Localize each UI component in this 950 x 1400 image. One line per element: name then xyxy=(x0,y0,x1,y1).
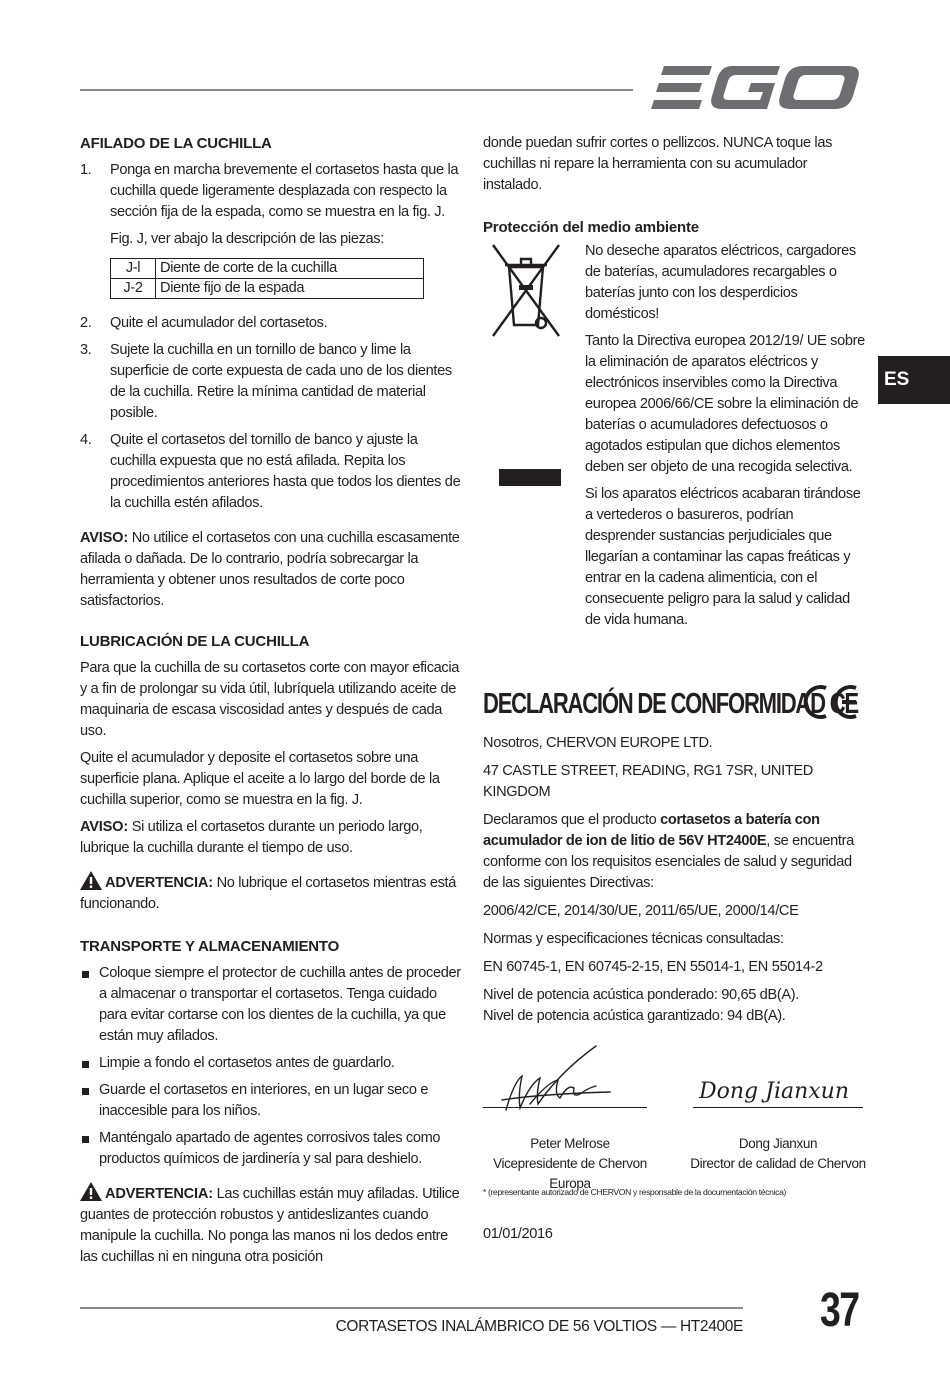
aviso-label: AVISO: xyxy=(80,530,128,546)
footer-title: CORTASETOS INALÁMBRICO DE 56 VOLTIOS — HT2400E xyxy=(335,1318,743,1335)
signature-handwriting: Dong Jianxun xyxy=(699,1079,850,1104)
part-desc: Diente de corte de la cuchilla xyxy=(156,259,424,279)
environment-paragraph: No deseche aparatos eléctricos, cargadores de baterías, acumuladores recargables o baterías junto con los desperdicios domésticos! xyxy=(585,243,856,322)
crossed-bin-icon xyxy=(491,243,561,338)
environment-paragraph: Tanto la Directiva europea 2012/19/ UE sobre la eliminación de aparatos eléctricos y electrónicos inservibles como la Directiva europea 2006/66/CE sobre la eliminación de baterías o acumuladores defectuosos o agotados estipulan que dichos elementos deben ser objeto de una recogida selectiva. xyxy=(585,333,865,475)
continuation-paragraph: donde puedan sufrir cortes o pellizcos. NUNCA toque las cuchillas ni repare la herramienta con su acumulador instalado. xyxy=(483,135,833,193)
fig-note xyxy=(80,229,462,250)
parts-table xyxy=(110,258,424,299)
left-column xyxy=(80,133,462,1274)
list-text: Quite el acumulador del cortasetos. xyxy=(110,315,328,331)
declaration-product xyxy=(483,810,868,894)
table-row xyxy=(111,279,424,299)
list-text: Manténgalo apartado de agentes corrosivos tales como productos químicos de jardinería y sal para deshielo. xyxy=(99,1130,441,1167)
part-code: J-l xyxy=(111,259,156,279)
signature-peter-melrose xyxy=(500,1042,615,1112)
section-title-environment: Protección del medio ambiente xyxy=(483,219,699,236)
list-item xyxy=(80,430,462,514)
footer-rule xyxy=(80,1307,743,1309)
list-text: Coloque siempre el protector de cuchilla antes de proceder a almacenar o transportar el cortasetos. Tenga cuidado para evitar cortarse con los dientes de la cuchilla, ya que están muy afilados. xyxy=(99,965,461,1044)
declaration-title: DECLARACIÓN DE CONFORMIDAD CE xyxy=(483,688,858,720)
language-tab: ES xyxy=(878,356,950,404)
declaration-standards-label: Normas y especificaciones técnicas consultadas: xyxy=(483,931,784,947)
bullet-icon xyxy=(82,971,89,978)
footnote: * (representante autorizado de CHERVON y responsable de la documentación técnica) xyxy=(483,1187,787,1197)
part-code: J-2 xyxy=(111,279,156,299)
bullet-icon xyxy=(82,1136,89,1143)
ego-logo xyxy=(650,64,862,112)
list-number: 1. xyxy=(80,162,92,178)
lubrication-paragraph: Para que la cuchilla de su cortasetos corte con mayor eficacia y a fin de prolongar su vida útil, lubríquela utilizando aceite de maquinaria de escasa viscosidad antes y después de cada uso. xyxy=(80,660,460,739)
list-number: 2. xyxy=(80,315,92,331)
list-number: 3. xyxy=(80,342,92,358)
aviso-text: Si utiliza el cortasetos durante un periodo largo, lubrique la cuchilla durante el tiempo de uso. xyxy=(80,819,423,856)
page-number: 37 xyxy=(820,1284,859,1337)
warning-blades xyxy=(80,1182,462,1268)
signer-name: Peter Melrose xyxy=(530,1136,610,1151)
environment-text xyxy=(585,241,867,637)
environment-paragraph: Si los aparatos eléctricos acabaran tirándose a vertederos o basureros, podrían desprender sustancias perjudiciales que llegarían a contaminar las capas freáticas y entrar en la cadena alimenticia, con el consecuente peligro para la salud y calidad de vida humana. xyxy=(585,486,861,628)
product-pre: Declaramos que el producto xyxy=(483,812,661,828)
advertencia-text: No lubrique el cortasetos mientras está funcionando. xyxy=(80,875,457,912)
list-item xyxy=(80,313,462,334)
part-desc: Diente fijo de la espada xyxy=(156,279,424,299)
list-text: Ponga en marcha brevemente el cortasetos hasta que la cuchilla quede ligeramente desplazada con respecto la sección fija de la espada, como se muestra en la fig. J. xyxy=(110,162,459,220)
list-item xyxy=(80,963,462,1047)
warning-triangle-icon xyxy=(80,1182,102,1201)
declaration-directives: 2006/42/CE, 2014/30/UE, 2011/65/UE, 2000/14/CE xyxy=(483,903,799,919)
list-text: Guarde el cortasetos en interiores, en un lugar seco e inaccesible para los niños. xyxy=(99,1082,429,1119)
signer-2 xyxy=(690,1134,866,1174)
declaration-body xyxy=(483,733,868,1034)
aviso-label: AVISO: xyxy=(80,819,128,835)
weee-bar xyxy=(499,469,561,486)
declaration-address: 47 CASTLE STREET, READING, RG1 7SR, UNITED KINGDOM xyxy=(483,763,813,800)
aviso-sharpening xyxy=(80,528,462,612)
signer-title: Vicepresidente de Chervon Europa xyxy=(493,1156,647,1191)
list-item xyxy=(80,160,462,223)
warning-triangle-icon xyxy=(80,871,102,890)
product-name: cortasetos a batería con acumulador de ion de litio de 56V HT2400E xyxy=(483,812,820,849)
signature-line xyxy=(693,1107,863,1108)
section-title-transporte: TRANSPORTE Y ALMACENAMIENTO xyxy=(80,938,340,955)
list-number: 4. xyxy=(80,432,92,448)
noise-guaranteed: Nivel de potencia acústica garantizado: 94 dB(A). xyxy=(483,1008,786,1024)
declaration-standards: EN 60745-1, EN 60745-2-15, EN 55014-1, EN 55014-2 xyxy=(483,959,823,975)
aviso-lubrication xyxy=(80,817,462,859)
product-post: , se encuentra conforme con los requisitos esenciales de salud y seguridad de las siguientes Directivas: xyxy=(483,833,854,891)
noise-weighted: Nivel de potencia acústica ponderado: 90,65 dB(A). xyxy=(483,987,799,1003)
declaration-company: Nosotros, CHERVON EUROPE LTD. xyxy=(483,735,713,751)
declaration-date: 01/01/2016 xyxy=(483,1226,553,1242)
environment-block xyxy=(483,241,866,651)
advertencia-label: ADVERTENCIA: xyxy=(105,1186,213,1202)
signer-name: Dong Jianxun xyxy=(738,1136,818,1151)
fig-note-text: Fig. J, ver abajo la descripción de las piezas: xyxy=(110,231,384,247)
list-item xyxy=(80,340,462,424)
warning-lubrication xyxy=(80,871,462,915)
section-title-afilado: AFILADO DE LA CUCHILLA xyxy=(80,135,272,152)
lubrication-paragraph: Quite el acumulador y deposite el cortasetos sobre una superficie plana. Aplique el aceite a lo largo del borde de la cuchilla superior, como se muestra en la fig. J. xyxy=(80,750,440,808)
list-item xyxy=(80,1080,462,1122)
section-title-lubricacion: LUBRICACIÓN DE LA CUCHILLA xyxy=(80,633,310,650)
bullet-icon xyxy=(82,1061,89,1068)
list-text: Sujete la cuchilla en un tornillo de banco y lime la superficie de corte expuesta de cada uno de los dientes de la cuchilla. Retire la mínima cantidad de material posible. xyxy=(110,342,452,421)
ce-mark-icon xyxy=(800,682,860,722)
signature-line xyxy=(483,1107,647,1108)
table-row xyxy=(111,259,424,279)
list-text: Limpie a fondo el cortasetos antes de guardarlo. xyxy=(99,1055,395,1071)
bullet-icon xyxy=(82,1088,89,1095)
list-item xyxy=(80,1128,462,1170)
advertencia-label: ADVERTENCIA: xyxy=(105,875,213,891)
header-rule xyxy=(80,89,633,91)
aviso-text: No utilice el cortasetos con una cuchilla escasamente afilada o dañada. De lo contrario, podría sobrecargar la herramienta y obtener unos resultados de corte poco satisfactorios. xyxy=(80,530,460,609)
list-text: Quite el cortasetos del tornillo de banco y ajuste la cuchilla expuesta que no está afilada. Repita los procedimientos anteriores hasta que todos los dientes de la cuchilla estén afilados. xyxy=(110,432,461,511)
signer-title: Director de calidad de Chervon xyxy=(690,1156,866,1171)
list-item xyxy=(80,1053,462,1074)
advertencia-text: Las cuchillas están muy afiladas. Utilice guantes de protección robustos y antideslizantes cuando manipule la cuchilla. No ponga las manos ni los dedos entre las cuchillas ni en ninguna otra posición xyxy=(80,1186,460,1265)
right-column xyxy=(483,133,866,651)
